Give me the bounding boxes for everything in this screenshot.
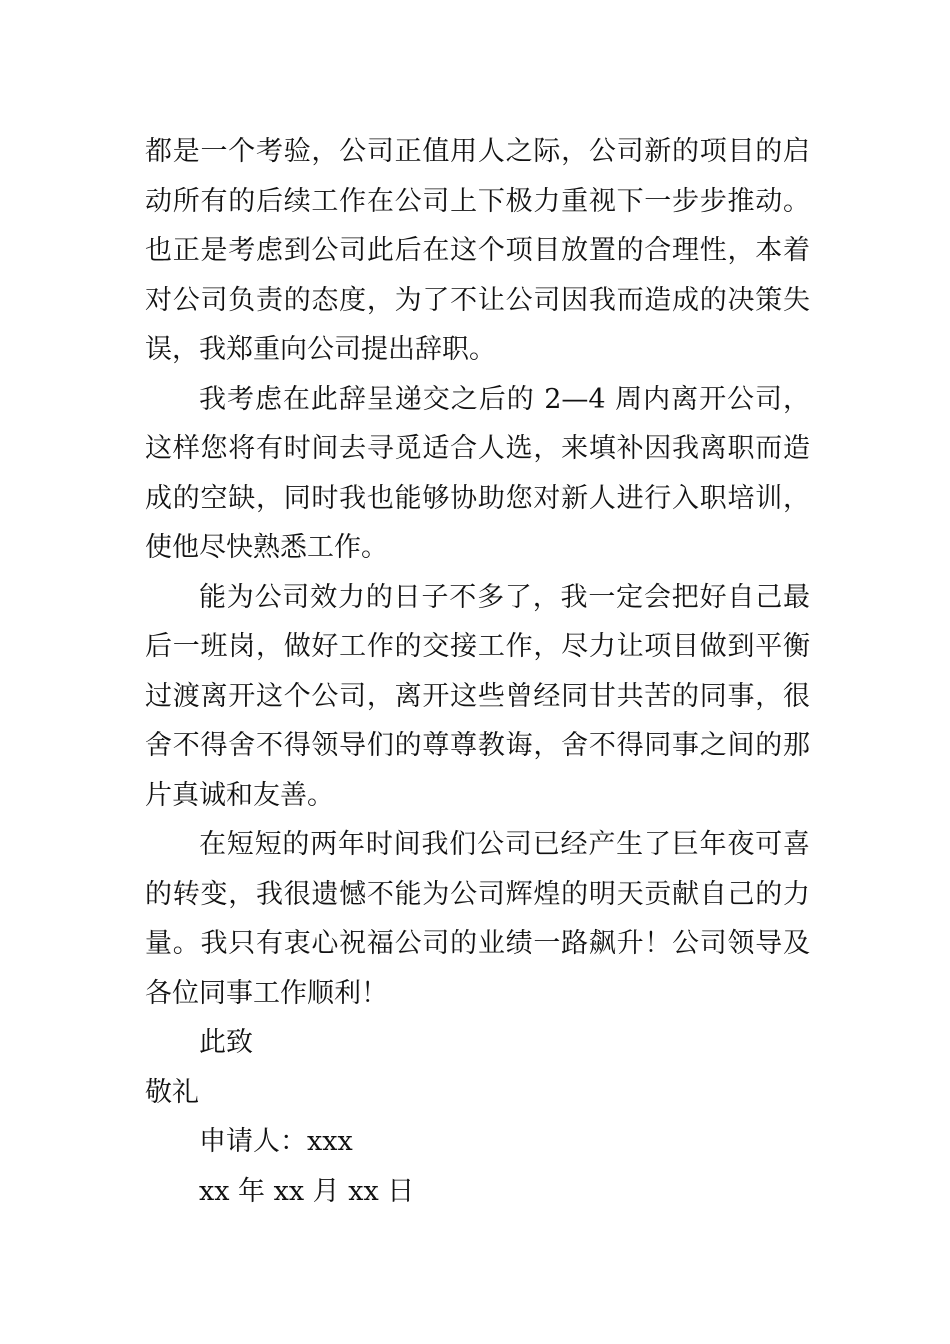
paragraph-handover: 能为公司效力的日子不多了，我一定会把好自己最后一班岗，做好工作的交接工作，尽力让项目做到平衡过渡离开这个公司，离开这些曾经同甘共苦的同事，很舍不得舍不得领导们的尊尊教诲，舍不得同事之间的那片真诚和友善。 [145, 581, 810, 811]
paragraph-notice-period: 我考虑在此辞呈递交之后的 2—4 周内离开公司，这样您将有时间去寻觅适合人选，来填补因我离职而造成的空缺，同时我也能够协助您对新人进行入职培训，使他尽快熟悉工作。 [145, 383, 810, 563]
salutation: 敬礼 [145, 1076, 199, 1108]
letter-body [145, 127, 810, 1216]
closing-phrase: 此致 [199, 1027, 253, 1058]
paragraph-continuation: 都是一个考验，公司正值用人之际，公司新的项目的启动所有的后续工作在公司上下极力重视下一步步推动。也正是考虑到公司此后在这个项目放置的合理性，本着对公司负责的态度，为了不让公司因我而造成的决策失误，我郑重向公司提出辞职。 [145, 136, 810, 365]
paragraph-farewell: 在短短的两年时间我们公司已经产生了巨年夜可喜的转变，我很遗憾不能为公司辉煌的明天贡献自己的力量。我只有衷心祝福公司的业绩一路飙升！公司领导及各位同事工作顺利！ [145, 829, 810, 1009]
applicant-signature: 申请人：xxx [199, 1126, 353, 1157]
letter-date: xx 年 xx 月 xx 日 [199, 1175, 415, 1207]
